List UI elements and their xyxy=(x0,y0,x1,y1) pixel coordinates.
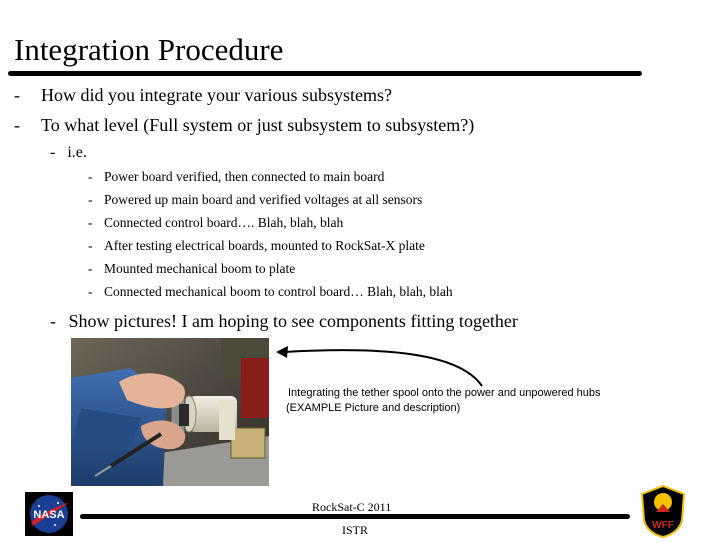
footer-title: RockSat-C 2011 xyxy=(312,500,392,514)
footer-subtitle: ISTR xyxy=(342,523,369,537)
sub-bullet-ie xyxy=(50,143,87,163)
slide-title: Integration Procedure xyxy=(14,32,284,67)
step-item xyxy=(88,237,425,255)
nasa-meatball-icon xyxy=(25,492,73,536)
bullet-dash: - xyxy=(14,115,20,135)
step-item xyxy=(88,260,296,278)
bullet-dash: - xyxy=(88,169,93,184)
wff-logo-text: WFF xyxy=(652,520,674,531)
bullet-text: Show pictures! I am hoping to see components fitting together xyxy=(68,311,518,331)
wff-logo xyxy=(638,484,688,543)
step-item xyxy=(88,168,385,186)
bullet-dash: - xyxy=(88,192,93,207)
caption-line: (EXAMPLE Picture and description) xyxy=(286,402,461,414)
bullet-text: To what level (Full system or just subsystem to subsystem?) xyxy=(41,115,475,135)
integration-photo xyxy=(71,338,269,486)
photo-illustration xyxy=(71,338,269,486)
title-divider xyxy=(8,71,642,76)
bullet-dash: - xyxy=(88,238,93,253)
footer-divider xyxy=(80,514,630,519)
step-text: Powered up main board and verified voltages at all sensors xyxy=(104,192,423,207)
bullet-dash: - xyxy=(50,311,56,331)
caption-line: Integrating the tether spool onto the power and unpowered hubs xyxy=(288,387,601,399)
wff-shield-icon xyxy=(638,484,688,538)
callout-arrow-icon xyxy=(270,340,490,390)
bullet-dash: - xyxy=(14,85,20,105)
nasa-logo xyxy=(25,492,73,541)
step-text: Power board verified, then connected to main board xyxy=(104,169,385,184)
nasa-logo-text: NASA xyxy=(33,509,65,521)
step-text: After testing electrical boards, mounted to RockSat-X plate xyxy=(104,238,425,253)
bullet-dash: - xyxy=(50,144,56,161)
bullet-text: How did you integrate your various subsystems? xyxy=(41,85,392,105)
step-item xyxy=(88,214,344,232)
photo-caption xyxy=(288,386,601,416)
step-item xyxy=(88,283,453,301)
step-text: Mounted mechanical boom to plate xyxy=(104,261,296,276)
bullet-dash: - xyxy=(88,284,93,299)
bullet-text: i.e. xyxy=(67,144,87,161)
step-item xyxy=(88,191,423,209)
bullet-show-pictures xyxy=(50,310,518,332)
step-text: Connected mechanical boom to control board… Blah, blah, blah xyxy=(104,284,453,299)
bullet-dash: - xyxy=(88,215,93,230)
step-text: Connected control board…. Blah, blah, blah xyxy=(104,215,344,230)
bullet-dash: - xyxy=(88,261,93,276)
